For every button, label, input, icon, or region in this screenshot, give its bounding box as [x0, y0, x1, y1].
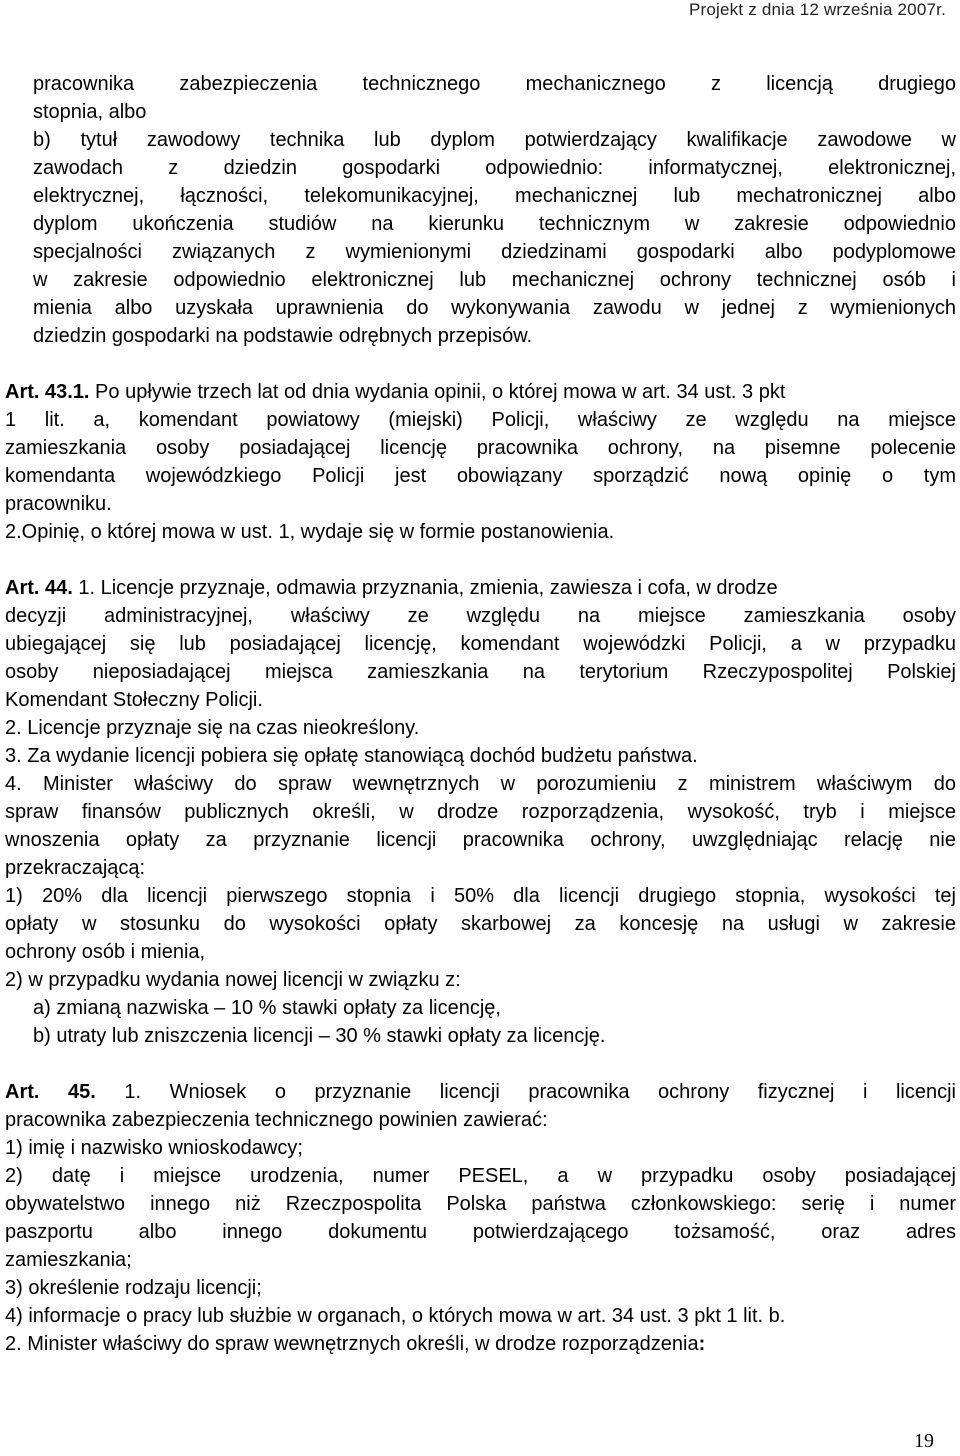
text-line	[5, 1330, 705, 1358]
text-line: 4) informacje o pracy lub służbie w organach, o których mowa w art. 34 ust. 3 pkt 1 lit. b.	[5, 1305, 786, 1327]
text-line: elektrycznej, łączności, telekomunikacyjnej, mechanicznej lub mechatronicznej albo	[33, 185, 956, 207]
text-line: ubiegającej się lub posiadającej licencję, komendant wojewódzki Policji, a w przypadku	[5, 633, 956, 655]
text-line: paszportu albo innego dokumentu potwierdzającego tożsamość, oraz adres	[5, 1221, 956, 1243]
text-line: Komendant Stołeczny Policji.	[5, 689, 263, 711]
text-run: 2. Minister właściwy do spraw wewnętrznych określi, w drodze rozporządzenia	[5, 1333, 699, 1355]
text-run: 1. Wniosek o przyznanie licencji pracownika ochrony fizycznej i licencji	[95, 1081, 956, 1103]
article-44-first-line	[5, 574, 778, 602]
text-line: stopnia, albo	[33, 101, 147, 123]
article-label: Art. 43.	[5, 381, 73, 403]
text-line: opłaty w stosunku do wysokości opłaty skarbowej za koncesję na usługi w zakresie	[5, 913, 956, 935]
text-line: osoby nieposiadającej miejsca zamieszkania na terytorium Rzeczypospolitej Polskiej	[5, 661, 956, 683]
text-line: spraw finansów publicznych określi, w drodze rozporządzenia, wysokość, tryb i miejsce	[5, 801, 956, 823]
text-line: dyplom ukończenia studiów na kierunku technicznym w zakresie odpowiednio	[33, 213, 956, 235]
project-date-header: Projekt z dnia 12 września 2007r.	[688, 0, 946, 19]
text-line: specjalności związanych z wymienionymi dziedzinami gospodarki albo podyplomowe	[33, 241, 956, 263]
text-run: Po upływie trzech lat od dnia wydania opinii, o której mowa w art. 34 ust. 3 pkt	[89, 381, 786, 403]
text-line: b) tytuł zawodowy technika lub dyplom potwierdzający kwalifikacje zawodowe w	[33, 129, 956, 151]
text-line: mienia albo uzyskała uprawnienia do wykonywania zawodu w jednej z wymienionych	[33, 297, 956, 319]
text-line: pracownika zabezpieczenia technicznego mechanicznego z licencją drugiego	[33, 73, 956, 95]
text-line: komendanta wojewódzkiego Policji jest obowiązany sporządzić nową opinię o tym	[5, 465, 956, 487]
text-line: zamieszkania;	[5, 1249, 132, 1271]
text-line: zawodach z dziedzin gospodarki odpowiednio: informatycznej, elektronicznej,	[33, 157, 956, 179]
text-line: 2) w przypadku wydania nowej licencji w związku z:	[5, 969, 461, 991]
text-line: b) utraty lub zniszczenia licencji – 30 % stawki opłaty za licencję.	[33, 1025, 606, 1047]
article-label: Art. 45.	[5, 1081, 96, 1103]
text-line: pracownika zabezpieczenia technicznego powinien zawierać:	[5, 1109, 548, 1131]
text-line: 2) datę i miejsce urodzenia, numer PESEL, a w przypadku osoby posiadającej	[5, 1165, 956, 1187]
text-line: obywatelstwo innego niż Rzeczpospolita Polska państwa członkowskiego: serię i numer	[5, 1193, 956, 1215]
text-line: zamieszkania osoby posiadającej licencję pracownika ochrony, na pisemne polecenie	[5, 437, 956, 459]
text-line: ochrony osób i mienia,	[5, 941, 206, 963]
article-45-first-line	[5, 1078, 956, 1106]
text-line: a) zmianą nazwiska – 10 % stawki opłaty za licencję,	[33, 997, 501, 1019]
text-line: przekraczającą:	[5, 857, 146, 879]
text-line: dziedzin gospodarki na podstawie odrębnych przepisów.	[33, 325, 533, 347]
article-43-first-line	[5, 378, 785, 406]
text-line: 3) określenie rodzaju licencji;	[5, 1277, 262, 1299]
text-line: 4. Minister właściwy do spraw wewnętrznych w porozumieniu z ministrem właściwym do	[5, 773, 956, 795]
text-line: 2. Licencje przyznaje się na czas nieokreślony.	[5, 717, 420, 739]
text-line: 1) 20% dla licencji pierwszego stopnia i 50% dla licencji drugiego stopnia, wysokości tej	[5, 885, 956, 907]
page-number: 19	[914, 1430, 934, 1452]
text-line: 1 lit. a, komendant powiatowy (miejski) Policji, właściwy ze względu na miejsce	[5, 409, 956, 431]
text-line: w zakresie odpowiednio elektronicznej lub mechanicznej ochrony technicznej osób i	[33, 269, 956, 291]
text-line: decyzji administracyjnej, właściwy ze względu na miejsce zamieszkania osoby	[5, 605, 956, 627]
text-line: pracowniku.	[5, 493, 112, 515]
article-label: Art. 44.	[5, 577, 73, 599]
text-line: 2.Opinię, o której mowa w ust. 1, wydaje się w formie postanowienia.	[5, 521, 615, 543]
text-line: 1) imię i nazwisko wnioskodawcy;	[5, 1137, 303, 1159]
colon: :	[698, 1333, 706, 1355]
text-run: 1. Licencje przyznaje, odmawia przyznania, zmienia, zawiesza i cofa, w drodze	[72, 577, 778, 599]
paragraph-number: 1.	[72, 381, 90, 403]
text-line: wnoszenia opłaty za przyznanie licencji pracownika ochrony, uwzględniając relację nie	[5, 829, 956, 851]
text-line: 3. Za wydanie licencji pobiera się opłatę stanowiącą dochód budżetu państwa.	[5, 745, 698, 767]
